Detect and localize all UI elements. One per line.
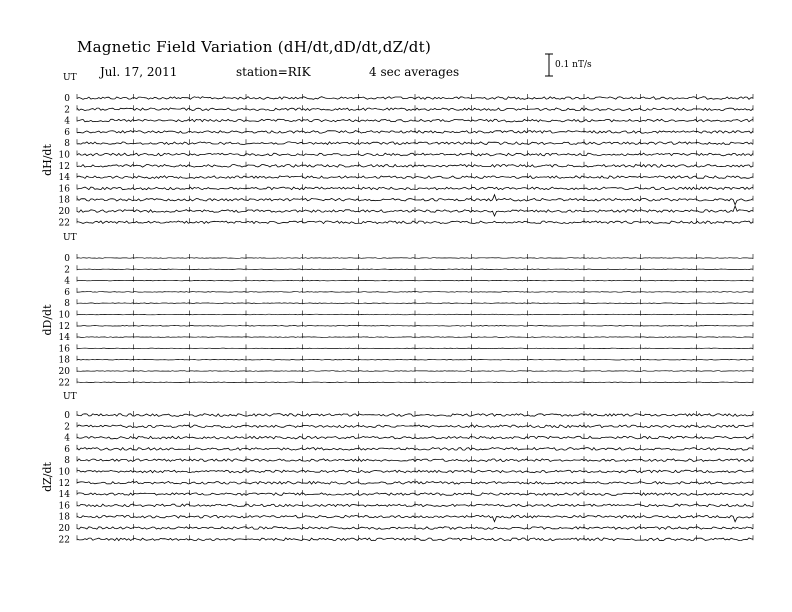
row-hour-label: 6 <box>64 444 70 455</box>
row-hour-label: 14 <box>58 490 70 501</box>
row-hour-label: 10 <box>58 310 70 321</box>
trace-line <box>77 337 753 338</box>
row-hour-label: 16 <box>58 344 70 355</box>
row-hour-label: 4 <box>64 276 70 287</box>
averages-label: 4 sec averages <box>369 65 460 79</box>
row-hour-label: 4 <box>64 433 70 444</box>
row-hour-label: 14 <box>58 173 70 184</box>
panel-dd-dt <box>41 233 753 388</box>
row-hour-label: 0 <box>64 254 70 264</box>
row-hour-label: 10 <box>58 150 70 161</box>
row-hour-label: 0 <box>64 94 70 104</box>
row-hour-label: 20 <box>58 207 70 217</box>
row-hour-label: 8 <box>64 456 70 467</box>
trace-line <box>77 280 753 281</box>
row-hour-label: 22 <box>58 378 70 389</box>
row-hour-label: 4 <box>64 116 70 127</box>
panel-name-label: dD/dt <box>41 304 54 336</box>
row-hour-label: 8 <box>64 299 70 310</box>
row-hour-label: 8 <box>64 139 70 150</box>
trace-line <box>77 258 753 259</box>
trace-line <box>77 269 753 270</box>
scale-bar <box>545 54 553 76</box>
row-hour-label: 6 <box>64 287 70 298</box>
row-hour-label: 2 <box>64 265 70 276</box>
row-hour-label: 22 <box>58 535 70 546</box>
row-hour-label: 18 <box>58 355 70 366</box>
row-hour-label: 14 <box>58 333 70 344</box>
ut-axis-label: UT <box>63 392 77 402</box>
row-hour-label: 2 <box>64 105 70 116</box>
row-hour-label: 2 <box>64 422 70 433</box>
chart-title: Magnetic Field Variation (dH/dt,dD/dt,dZ/dt) <box>77 38 432 56</box>
row-hour-label: 18 <box>58 512 70 523</box>
ut-axis-label: UT <box>63 233 77 243</box>
row-hour-label: 22 <box>58 218 70 229</box>
row-hour-label: 18 <box>58 195 70 206</box>
row-hour-label: 16 <box>58 184 70 195</box>
station-label: station=RIK <box>236 65 311 79</box>
row-hour-label: 20 <box>58 367 70 377</box>
row-hour-label: 10 <box>58 467 70 478</box>
row-hour-label: 20 <box>58 524 70 534</box>
ut-axis-label: UT <box>63 73 77 83</box>
trace-line <box>77 348 753 349</box>
row-hour-label: 12 <box>58 478 70 489</box>
panel-dz-dt <box>41 392 753 545</box>
row-hour-label: 12 <box>58 321 70 332</box>
panels-layer <box>41 73 753 545</box>
panel-dh-dt <box>41 73 753 228</box>
scale-bar-label: 0.1 nT/s <box>555 60 592 70</box>
panel-name-label: dZ/dt <box>41 462 54 492</box>
trace-line <box>77 382 753 383</box>
row-hour-label: 16 <box>58 501 70 512</box>
panel-name-label: dH/dt <box>41 144 54 176</box>
row-hour-label: 12 <box>58 161 70 172</box>
row-hour-label: 0 <box>64 411 70 421</box>
date-label: Jul. 17, 2011 <box>100 65 178 79</box>
row-hour-label: 6 <box>64 127 70 138</box>
